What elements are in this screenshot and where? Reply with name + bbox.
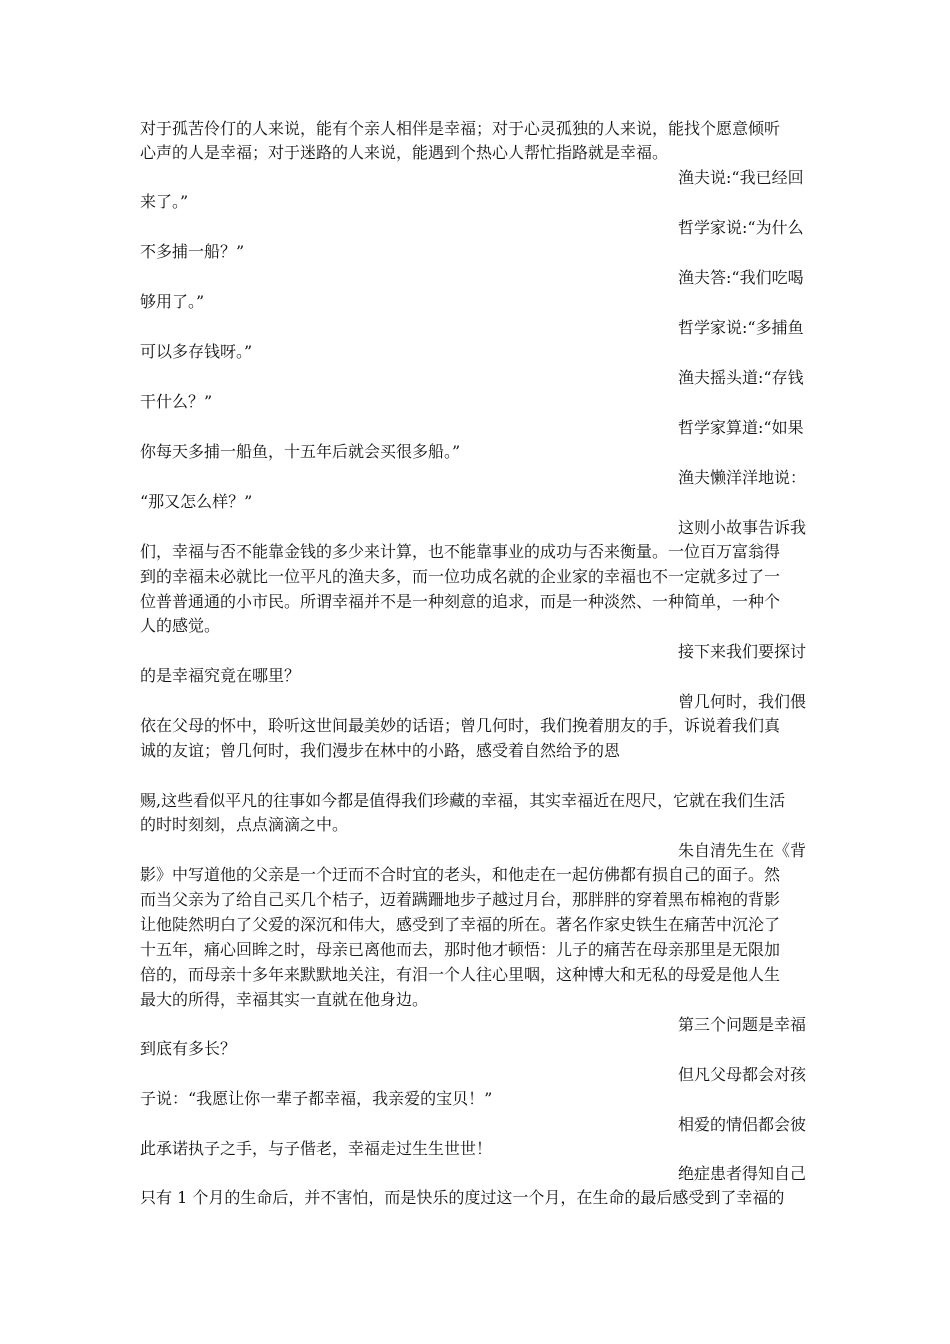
text-line: 够用了。”	[140, 292, 205, 311]
text-line: 渔夫答:“我们吃喝	[678, 268, 804, 287]
text-line: 依在父母的怀中，聆听这世间最美妙的话语；曾几何时，我们挽着朋友的手，诉说着我们真	[140, 716, 781, 735]
text-line: 来了。”	[140, 192, 189, 211]
text-line: 位普普通通的小市民。所谓幸福并不是一种刻意的追求，而是一种淡然、一种简单，一种个	[140, 592, 781, 611]
text-line: 到的幸福未必就比一位平凡的渔夫多，而一位功成名就的企业家的幸福也不一定就多过了一	[140, 567, 781, 586]
text-line: 第三个问题是幸福	[678, 1015, 807, 1034]
text-line: 的时时刻刻，点点滴滴之中。	[140, 815, 349, 834]
text-line: 此承诺执子之手，与子偕老，幸福走过生生世世！	[140, 1139, 493, 1158]
text-line: 可以多存钱呀。”	[140, 342, 253, 361]
text-line: 你每天多捕一船鱼，十五年后就会买很多船。”	[140, 442, 461, 461]
text-line: 相爱的情侣都会彼	[678, 1115, 807, 1134]
text-line: 诚的友谊；曾几何时，我们漫步在林中的小路，感受着自然给予的恩	[140, 741, 621, 760]
text-line: 这则小故事告诉我	[678, 518, 807, 537]
text-line: 十五年，痛心回眸之时，母亲已离他而去，那时他才顿悟：儿子的痛苦在母亲那里是无限加	[140, 940, 781, 959]
text-line: 赐,这些看似平凡的往事如今都是值得我们珍藏的幸福，其实幸福近在咫尺，它就在我们生活	[140, 791, 786, 810]
text-line: 的是幸福究竟在哪里？	[140, 666, 301, 685]
text-line: 倍的，而母亲十多年来默默地关注，有泪一个人往心里咽，这种博大和无私的母爱是他人生	[140, 965, 781, 984]
text-line: 到底有多长？	[140, 1039, 237, 1058]
text-line: 只有 1 个月的生命后，并不害怕，而是快乐的度过这一个月，在生命的最后感受到了幸福的	[140, 1188, 785, 1207]
text-line: 子说：“我愿让你一辈子都幸福，我亲爱的宝贝！”	[140, 1089, 493, 1108]
text-line: 朱自清先生在《背	[678, 841, 807, 860]
text-line: 不多捕一船？”	[140, 242, 245, 261]
text-line: 绝症患者得知自己	[678, 1164, 807, 1183]
text-line: 渔夫说:“我已经回	[678, 168, 804, 187]
text-line: 渔夫懒洋洋地说：	[678, 468, 807, 487]
text-line: 影》中写道他的父亲是一个迂而不合时宜的老头，和他走在一起仿佛都有损自己的面子。然	[140, 865, 781, 884]
text-line: 们，幸福与否不能靠金钱的多少来计算，也不能靠事业的成功与否来衡量。一位百万富翁得	[140, 542, 781, 561]
text-line: 哲学家说:“多捕鱼	[678, 318, 804, 337]
text-line: 最大的所得，幸福其实一直就在他身边。	[140, 990, 429, 1009]
text-line: 对于孤苦伶仃的人来说，能有个亲人相伴是幸福；对于心灵孤独的人来说，能找个愿意倾听	[140, 119, 781, 138]
text-line: “那又怎么样？”	[140, 492, 253, 511]
text-line: 哲学家说:“为什么	[678, 218, 804, 237]
text-line: 曾几何时，我们偎	[678, 692, 807, 711]
text-line: 渔夫摇头道:“存钱	[678, 368, 804, 387]
text-line: 接下来我们要探讨	[678, 642, 807, 661]
text-line: 哲学家算道:“如果	[678, 418, 804, 437]
text-line: 但凡父母都会对孩	[678, 1065, 807, 1084]
text-line: 干什么？”	[140, 392, 213, 411]
text-line: 人的感觉。	[140, 616, 221, 635]
text-line: 让他陡然明白了父爱的深沉和伟大，感受到了幸福的所在。著名作家史铁生在痛苦中沉沦了	[140, 915, 781, 934]
text-line: 心声的人是幸福；对于迷路的人来说，能遇到个热心人帮忙指路就是幸福。	[140, 143, 669, 162]
text-line: 而当父亲为了给自己买几个桔子，迈着蹒跚地步子越过月台，那胖胖的穿着黑布棉袍的背影	[140, 890, 781, 909]
